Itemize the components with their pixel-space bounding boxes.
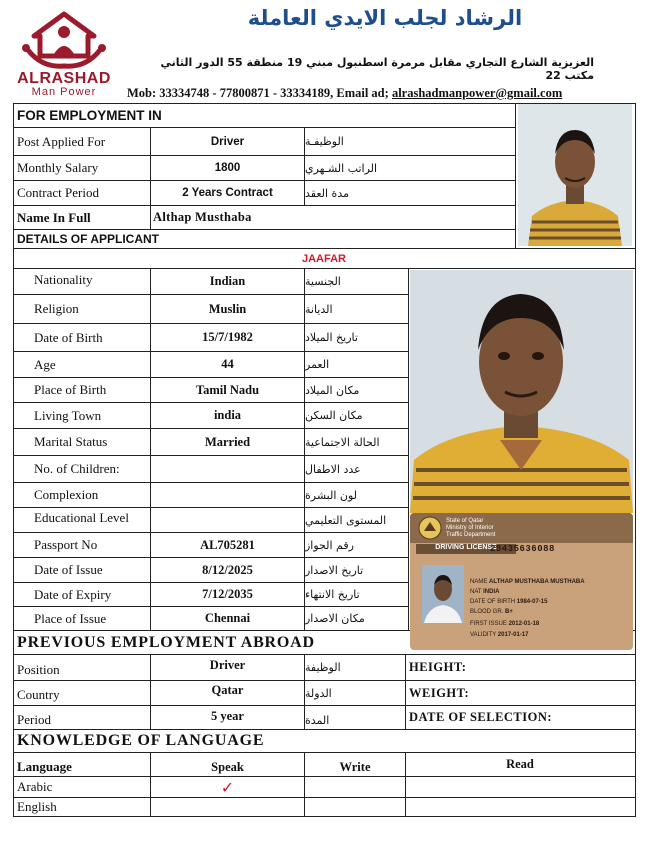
license-number: 28435636088 xyxy=(490,544,555,554)
english-read-cell xyxy=(406,798,634,816)
license-first-issue-value: 2012-01-18 xyxy=(508,621,540,627)
license-portrait-icon xyxy=(422,565,464,623)
language-english-label: English xyxy=(17,799,57,814)
height-label: HEIGHT: xyxy=(409,660,467,674)
complexion-label: Complexion xyxy=(34,487,99,502)
nationality-label: Nationality xyxy=(34,272,93,287)
religion-label: Religion xyxy=(34,301,79,316)
license-nat: NAT INDIA xyxy=(470,589,500,595)
prev-position-value: Driver xyxy=(209,658,246,672)
expiry-date-arabic: تاريخ الانتهاء xyxy=(305,588,360,601)
qatar-emblem-icon xyxy=(418,516,442,540)
license-validity-value: 2017-01-17 xyxy=(497,632,529,638)
religion-value: Muslin xyxy=(208,301,247,316)
age-label: Age xyxy=(34,356,56,372)
employment-heading: FOR EMPLOYMENT IN xyxy=(17,108,162,123)
monthly-salary-label: Monthly Salary xyxy=(17,160,99,175)
prev-period-value: 5 year xyxy=(211,709,244,723)
license-blood-value: B+ xyxy=(505,609,513,615)
license-holder-photo xyxy=(422,565,464,623)
applicant-photo-large xyxy=(410,270,633,513)
company-logo xyxy=(18,10,110,100)
read-col-header: Read xyxy=(506,757,534,771)
place-of-birth-label: Place of Birth xyxy=(34,382,107,397)
age-arabic: العمر xyxy=(305,358,330,371)
dob-arabic: تاريخ الميلاد xyxy=(305,331,358,344)
monthly-salary-arabic: الراتب الشـهري xyxy=(305,161,378,175)
living-town-label: Living Town xyxy=(34,407,102,423)
license-dob-value: 1984-07-15 xyxy=(516,599,548,605)
full-name-label: Name In Full xyxy=(17,209,91,225)
prev-position-label: Position xyxy=(17,662,60,677)
language-col-header: Language xyxy=(17,759,72,774)
issue-date-arabic: تاريخ الاصدار xyxy=(305,563,364,577)
logo-subtitle: Man Power xyxy=(31,86,97,98)
prev-period-label: Period xyxy=(17,712,51,727)
nationality-arabic: الجنسية xyxy=(305,275,341,288)
issue-date-value: 8/12/2025 xyxy=(202,562,253,577)
driving-license-card xyxy=(410,513,633,650)
arabic-write-cell xyxy=(305,777,405,797)
post-applied-label: Post Applied For xyxy=(17,133,106,149)
expiry-date-value: 7/12/2035 xyxy=(202,587,253,601)
place-of-birth-value: Tamil Nadu xyxy=(195,382,260,397)
previous-employment-heading: PREVIOUS EMPLOYMENT ABROAD xyxy=(17,633,315,651)
license-ministry: Ministry of Interior xyxy=(446,525,494,531)
license-country: State of Qatar xyxy=(446,518,484,524)
license-dept: Traffic Department xyxy=(446,532,496,538)
nationality-value: Indian xyxy=(209,274,246,288)
marital-status-value: Married xyxy=(204,434,251,449)
english-write-cell xyxy=(305,798,405,816)
weight-label: WEIGHT: xyxy=(409,685,470,700)
logo-name: ALRASHAD xyxy=(17,70,111,87)
expiry-date-label: Date of Expiry xyxy=(34,586,112,602)
contract-period-value: 2 Years Contract xyxy=(182,187,273,199)
agent-name: JAAFAR xyxy=(301,252,346,265)
license-name-value: ALTHAP MUSTHABA MUSTHABA xyxy=(489,579,585,585)
passport-no-label: Passport No xyxy=(34,537,98,552)
education-value xyxy=(151,508,304,532)
place-of-issue-value: Chennai xyxy=(204,611,251,625)
age-value: 44 xyxy=(221,357,234,371)
company-contact xyxy=(127,86,562,101)
monthly-salary-value: 1800 xyxy=(214,162,241,174)
speak-col-header: Speak xyxy=(211,760,244,774)
children-arabic: عدد الاطفال xyxy=(305,462,361,476)
license-blood: BLOOD GR. B+ xyxy=(470,609,513,615)
issue-date-label: Date of Issue xyxy=(34,562,103,577)
post-applied-value: Driver xyxy=(210,135,245,148)
contact-phones: Mob: 33334748 - 77800871 - 33334189, Email ad; xyxy=(127,86,392,100)
license-validity: VALIDITY 2017-01-17 xyxy=(470,632,529,638)
passport-no-value: AL705281 xyxy=(200,537,255,552)
contract-period-label: Contract Period xyxy=(17,185,99,200)
children-label: No. of Children: xyxy=(34,461,120,476)
language-heading: KNOWLEDGE OF LANGUAGE xyxy=(17,732,265,749)
prev-period-arabic: المدة xyxy=(305,714,330,727)
license-title: DRIVING LICENSE xyxy=(416,544,516,554)
company-arabic-title: الرشاد لجلب الايدي العاملة xyxy=(247,6,523,30)
prev-country-arabic: الدولة xyxy=(305,686,332,700)
post-applied-arabic: الوظيفـة xyxy=(305,135,344,148)
prev-position-arabic: الوظيفة xyxy=(305,661,341,674)
dob-label: Date of Birth xyxy=(34,329,103,345)
logo-graphic-icon xyxy=(18,10,110,72)
language-arabic-label: Arabic xyxy=(17,779,53,794)
prev-country-label: Country xyxy=(17,687,60,702)
license-first-issue: FIRST ISSUE 2012-01-18 xyxy=(470,621,540,627)
living-town-value: india xyxy=(213,408,242,422)
english-speak-cell xyxy=(151,798,304,816)
arabic-speak-check: ✓ xyxy=(220,777,235,797)
license-name: NAME ALTHAP MUSTHABA MUSTHABA xyxy=(470,579,585,585)
arabic-read-cell xyxy=(406,777,634,797)
marital-status-label: Marital Status xyxy=(34,434,108,449)
person-portrait-large-icon xyxy=(410,270,633,513)
write-col-header: Write xyxy=(339,760,371,774)
contract-period-arabic: مدة العقد xyxy=(305,186,349,200)
company-arabic-address: العزيزية الشارع التجاري مقابل مرمرة اسطنبول مبني 19 منطقة 55 الدور الثاني مكتب 22 xyxy=(160,56,594,82)
education-label: Educational Level xyxy=(34,510,129,525)
place-of-birth-arabic: مكان الميلاد xyxy=(305,383,360,397)
applicant-photo-small xyxy=(518,104,632,246)
place-of-issue-arabic: مكان الاصدار xyxy=(305,612,365,625)
complexion-arabic: لون البشرة xyxy=(305,488,357,502)
person-portrait-icon xyxy=(518,104,632,246)
marital-status-arabic: الحالة الاجتماعية xyxy=(305,435,380,449)
passport-no-arabic: رقم الجواز xyxy=(305,538,354,552)
dob-value: 15/7/1982 xyxy=(202,330,253,344)
place-of-issue-label: Place of Issue xyxy=(34,610,107,626)
full-name-value: Althap Musthaba xyxy=(153,210,252,224)
children-value xyxy=(151,456,304,482)
complexion-value xyxy=(151,483,304,507)
applicant-heading: DETAILS OF APPLICANT xyxy=(17,232,159,246)
education-arabic: المستوى التعليمي xyxy=(305,513,387,527)
license-nat-value: INDIA xyxy=(483,589,500,595)
license-header-bar xyxy=(410,513,633,543)
living-town-arabic: مكان السكن xyxy=(305,409,363,422)
date-of-selection-label: DATE OF SELECTION: xyxy=(409,710,553,724)
prev-country-value: Qatar xyxy=(211,683,244,697)
contact-email[interactable]: alrashadmanpower@gmail.com xyxy=(391,86,563,100)
license-dob: DATE OF BIRTH 1984-07-15 xyxy=(470,599,548,605)
religion-arabic: الديانة xyxy=(305,302,333,316)
